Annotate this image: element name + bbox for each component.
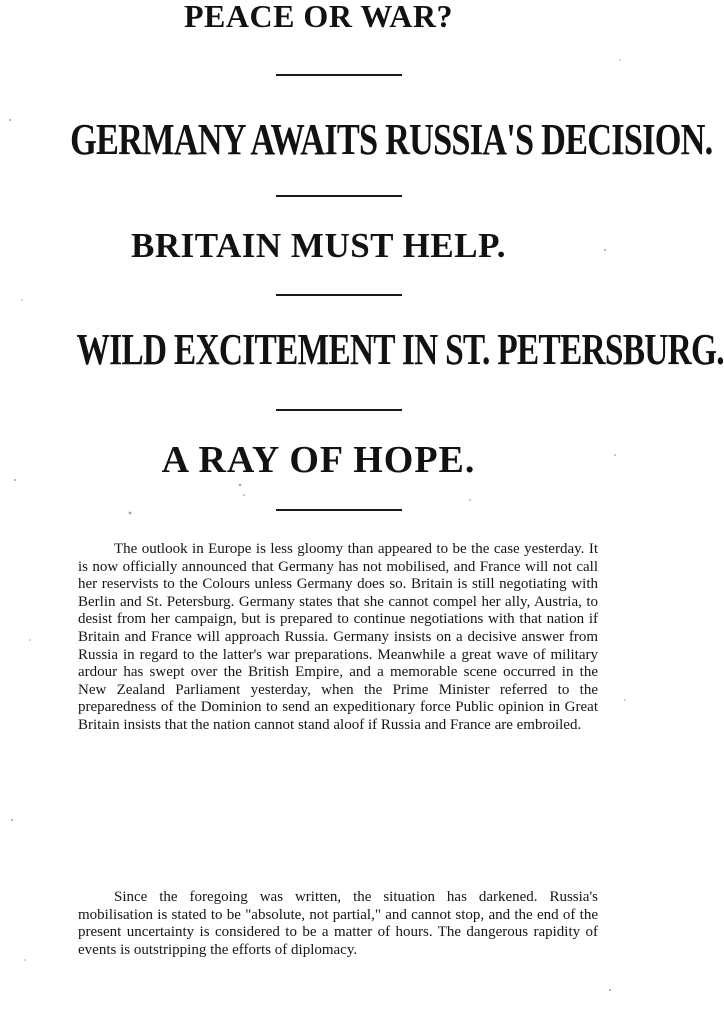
article-paragraph-1: The outlook in Europe is less gloomy than appeared to be the case yesterday. It is now officially announced that Germany has not mobilised, and France will not call her reservists to the Colours unless Germany does so. Britain is still negotiating with Berlin and St. Petersburg. Germany states that she cannot compel her ally, Austria, to desist from her campaign, but is prepared to continue negotiations with that nation if Britain and France will approach Russia. Germany insists on a decisive answer from Russia in regard to the latter's war preparations. Meanwhile a great wave of military ardour has swept over the British Empire, and a memorable scene occurred in the New Zealand Parliament yesterday, when the Prime Minister referred to the preparedness of the Dominion to send an expeditionary force Public opinion in Great Britain insists that the nation cannot stand aloof if Russia and France are embroiled.: [78, 541, 598, 733]
divider-rule: [276, 409, 402, 411]
headline-britain-must-help: BRITAIN MUST HELP.: [131, 226, 506, 265]
divider-rule: [276, 74, 402, 76]
headline-ray-of-hope: A RAY OF HOPE.: [161, 439, 476, 481]
headline-germany-awaits: GERMANY AWAITS RUSSIA'S DECISION.: [70, 115, 713, 164]
headline-wild-excitement: WILD EXCITEMENT IN ST. PETERSBURG.: [76, 325, 724, 374]
article-body: [78, 541, 598, 735]
divider-rule: [276, 509, 402, 511]
article-paragraph-2: Since the foregoing was written, the situation has darkened. Russia's mobilisation is stated to be "absolute, not partial," and cannot stop, and the end of the present uncertainty is considered to be a matter of hours. The dangerous rapidity of events is outstripping the efforts of diplomacy.: [78, 889, 598, 958]
divider-rule: [276, 294, 402, 296]
headline-peace-or-war: PEACE OR WAR?: [183, 0, 454, 34]
article-body-continued: [78, 889, 598, 959]
divider-rule: [276, 195, 402, 197]
